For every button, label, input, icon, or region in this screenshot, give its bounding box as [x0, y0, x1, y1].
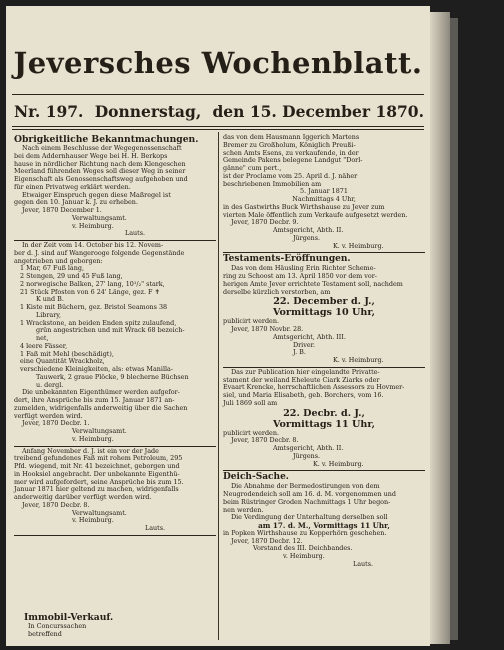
- text-line: stament der weiland Eheleute Ciark Ziarks oder: [223, 375, 380, 384]
- date-highlight: 22. Decbr. d. J.,: [283, 407, 365, 419]
- issue-weekday: Donnerstag,: [94, 102, 202, 121]
- notice-date: Jever, 1870 Decbr. 8.: [22, 500, 90, 509]
- text-line: derselbe kürzlich verstorben, am: [223, 287, 331, 296]
- text-line: 5. Januar 1871: [300, 187, 348, 196]
- text-line: in Hooksiel angebracht. Der unbekannte Eigenthü-: [14, 469, 180, 478]
- section-heading-deich: Deich-Sache.: [223, 472, 289, 483]
- text-line: beim Rüstringer Groden Nachmittags 1 Uhr begon-: [223, 497, 391, 506]
- time-highlight: Vormittags 11 Uhr,: [272, 418, 376, 430]
- notice-signature: v. Heimburg.: [72, 434, 114, 443]
- text-line: bei dem Addernhauser Wege bei H. H. Berkops: [14, 151, 168, 160]
- list-item: 1 Faß mit Mehl (beschädigt),: [20, 349, 114, 358]
- notice-date: Jever, 1870 Decbr. 12.: [231, 536, 303, 545]
- notice-signature: Jürgens.: [293, 233, 321, 242]
- text-line: Bremer zu Großholum, Königlich Preußi-: [223, 140, 356, 149]
- notice-date: Jever, 1870 Decbr. 8.: [231, 436, 299, 445]
- list-item: grün angestrichen und mit Wrack 68 bezeich-: [36, 326, 185, 335]
- section-heading-immobil: Immobil-Verkauf.: [24, 612, 114, 623]
- text-line: schen Amts Esens, zu verkaufende, in der: [223, 148, 359, 157]
- text-line: Nach einem Beschlusse der Wegegenossenschaft: [22, 144, 182, 152]
- list-item: net,: [36, 334, 49, 342]
- text-line: treibend gefundenes Faß mit rohem Petroleum, 295: [14, 454, 183, 463]
- notice-date: Jever, 1870 Decbr. 9.: [231, 218, 299, 227]
- text-line: siel, und Maria Elisabeth, geb. Borchers, vom 16.: [223, 391, 384, 399]
- text-line: Meerland führenden Weges soll dieser Weg in seiner: [14, 167, 186, 176]
- notice-signature-jb: J. B.: [293, 348, 306, 357]
- date-highlight: am 17. d. M., Vormittags 11 Uhr,: [258, 521, 390, 530]
- text-line: zumelden, widrigenfalls anderweitig über die Sachen: [14, 403, 188, 412]
- notice-date: Jever, 1870 December 1.: [22, 206, 102, 214]
- text-line: In der Zeit vom 14. October bis 12. Novem-: [22, 241, 164, 249]
- text-line: ist der Proclame vom 25. April d. J. näher: [223, 171, 358, 180]
- text-line: Anfang November d. J. ist ein vor der Jade: [22, 446, 159, 455]
- notice-signature-kv: K. v. Heimburg.: [313, 459, 364, 468]
- notice-signature: Driver.: [293, 340, 315, 349]
- text-line: Die unbekannten Eigenthümer werden aufgefor-: [22, 388, 180, 397]
- time-highlight: Vormittags 10 Uhr,: [272, 307, 376, 319]
- text-line: ber d. J. sind auf Wangerooge folgende Gegenstände: [14, 248, 185, 257]
- text-line: gänne" cum pert.,: [223, 164, 282, 172]
- text-line: Januar 1871 hier geltend zu machen, widrigenfalls: [14, 485, 179, 494]
- notice-office: Verwaltungsamt.: [72, 427, 127, 435]
- list-item: Tauwerk, 2 graue Plöcke, 9 blecherne Büchsen: [36, 372, 189, 381]
- list-item: 2 norwegische Balken, 27' lang, 10¹/₂" stark,: [20, 279, 165, 288]
- text-line: Etwaiger Einspruch gegen diese Maßregel ist: [22, 190, 171, 199]
- notice-signature: v. Heimburg.: [72, 516, 114, 525]
- text-line: Das zur Publication hier eingelandte Privatte-: [231, 367, 380, 376]
- section-heading-official: Obrigkeitliche Bekanntmachungen.: [14, 134, 199, 145]
- list-item: K und B.: [36, 295, 64, 304]
- text-line: mer wird aufgefordert, seine Ansprüche bis zum 15.: [14, 477, 184, 486]
- list-item: 1 Mar, 67 Fuß lang,: [20, 264, 84, 273]
- notice-signature: Jürgens.: [293, 451, 321, 460]
- text-line: Gemeinde Pakens belegene Landgut "Dorl-: [223, 156, 363, 165]
- right-column: [223, 134, 425, 569]
- page-edge-shadow: [450, 18, 458, 640]
- notice-office: Amtsgericht, Abth. II.: [273, 226, 344, 234]
- notice-date: Jever, 1870 Decbr. 1.: [22, 419, 90, 428]
- notice-signature-kv: K. v. Heimburg.: [333, 241, 384, 250]
- text-line: ring zu Schoost am 13. April 1850 vor dem vor-: [223, 272, 377, 280]
- masthead: Jeversches Wochenblatt.: [13, 46, 423, 80]
- list-item: verschiedene Kleinigkeiten, als: etwas Manilla-: [20, 365, 174, 373]
- list-item: 1 Kiste mit Büchern, gez. Bristol Seamons 38: [20, 303, 168, 311]
- immobil-section: [14, 612, 113, 638]
- text-line: herigen Amte Jever errichtete Testament soll, nachdem: [223, 279, 403, 288]
- notice-office: Vorstand des III. Deichbandes.: [253, 544, 353, 553]
- text-line: beschriebenen Immobilien am: [223, 179, 322, 188]
- notice-signature-kv: K. v. Heimburg.: [333, 356, 384, 364]
- notice-date: Jever, 1870 Novbr. 28.: [231, 325, 304, 333]
- text-line: betreffend: [28, 629, 62, 638]
- divider: [223, 470, 425, 471]
- text-line: publicirt werden.: [223, 428, 279, 437]
- text-line: In Concurssachen: [28, 622, 87, 630]
- left-column: [14, 134, 216, 537]
- notice-office: Amtsgericht, Abth. II.: [273, 444, 344, 452]
- notice-signature: v. Heimburg.: [283, 552, 325, 560]
- text-line: Evaart Krencke, herrschaftlichen Assessors zu Hovmer-: [223, 383, 405, 392]
- divider: [12, 126, 424, 127]
- issue-number: Nr. 197.: [14, 102, 84, 121]
- text-line: Juli 1869 soll am: [223, 398, 278, 407]
- text-line: Nachmittags 4 Uhr,: [292, 195, 356, 203]
- list-item: 1 Wrackstone, an beiden Enden spitz zulaufend,: [20, 318, 177, 327]
- list-item: 2 Stengen, 29 und 45 Fuß lang,: [20, 272, 123, 280]
- text-line: verfügt werden wird.: [14, 411, 83, 420]
- divider: [12, 129, 424, 130]
- text-line: gegen den 10. Januar k. J. zu erheben.: [14, 198, 138, 207]
- list-item: eine Quantität Wrackholz,: [20, 357, 105, 366]
- text-line: hause in nördlicher Richtung nach dem Klengeschen: [14, 159, 186, 168]
- notice-signature-lauts: Lauts.: [353, 559, 374, 568]
- text-line: vierten Male öffentlich zum Verkaufe aufgesetzt werden.: [223, 210, 408, 219]
- text-line: für einen Privatweg erklärt werden.: [14, 182, 131, 191]
- page-edge: [430, 12, 450, 644]
- text-line: nen werden.: [223, 505, 264, 514]
- divider: [14, 535, 216, 536]
- text-line: Die Verdingung der Unterhaltung derselben soll: [231, 513, 388, 522]
- text-line: dert, ihre Ansprüche bis zum 15. Januar 1871 an-: [14, 396, 175, 404]
- text-line: anderweitig darüber verfügt werden wird.: [14, 493, 152, 501]
- text-line: Das von dem Häusling Erin Richter Scheme-: [231, 264, 376, 273]
- list-item: 21 Stück Pfosten von 6 24' Länge, gez. F ✝: [20, 287, 160, 296]
- text-line: in des Gastwirths Buck Wirthshause zu Jever zum: [223, 202, 385, 211]
- text-line: Eigenschaft als Genossenschaftsweg aufgehoben und: [14, 175, 188, 183]
- list-item: Library,: [36, 310, 62, 319]
- section-heading-testament: Testaments-Eröffnungen.: [223, 254, 351, 265]
- issue-date: den 15. December 1870.: [212, 102, 424, 121]
- text-line: angetrieben und geborgen:: [14, 256, 103, 265]
- text-line: in Popken Wirthshause zu Kopperhörn geschehen.: [223, 528, 387, 537]
- notice-office: Verwaltungsamt.: [72, 508, 127, 517]
- notice-office: Verwaltungsamt.: [72, 213, 127, 222]
- text-line: Die Abnahme der Bermedostirungen von dem: [231, 482, 380, 491]
- newspaper-page: [6, 6, 430, 646]
- text-line: das von dem Hausmann Iggerich Martens: [223, 133, 360, 141]
- notice-office: Amtsgericht, Abth. III.: [273, 332, 346, 341]
- list-item: 4 leere Fässer,: [20, 341, 68, 350]
- divider: [12, 94, 424, 95]
- text-line: publicirt werden.: [223, 317, 279, 326]
- column-divider: [218, 132, 219, 640]
- notice-signature-lauts: Lauts.: [144, 524, 166, 532]
- dateline: [14, 102, 424, 121]
- text-line: Pfd. wiegend, mit Nr. 41 bezeichnet, geborgen und: [14, 462, 180, 470]
- list-item: u. dergl.: [36, 380, 64, 389]
- date-highlight: 22. December d. J.,: [273, 296, 375, 308]
- notice-signature: v. Heimburg.: [72, 221, 114, 230]
- notice-signature-lauts: Lauts.: [124, 229, 146, 238]
- text-line: Neugrodendeich soll am 16. d. M. vorgenommen und: [223, 490, 396, 498]
